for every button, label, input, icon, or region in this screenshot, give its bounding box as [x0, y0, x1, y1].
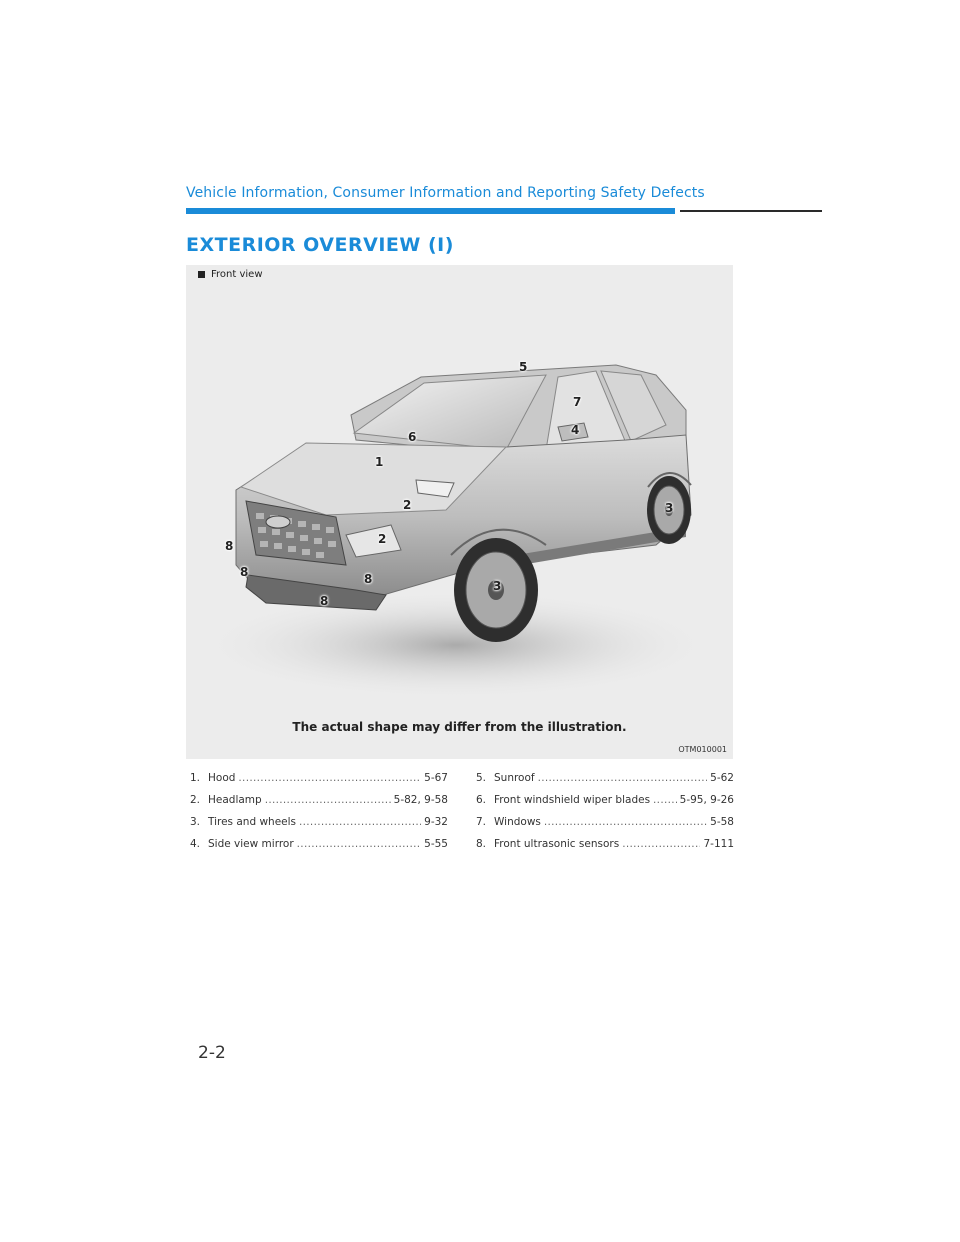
toc-item-number: 6.: [476, 794, 487, 806]
toc-left-column: [190, 772, 448, 860]
toc-item-label: Hood: [208, 772, 236, 784]
callout-7: 7: [573, 395, 582, 409]
callout-1: 1: [375, 455, 384, 469]
callout-6: 6: [408, 430, 417, 444]
toc-right-column: [476, 772, 734, 860]
toc-leader: [297, 838, 421, 850]
toc-item: [476, 816, 734, 838]
toc-leader: [622, 838, 700, 850]
toc-item-label: Windows: [494, 816, 541, 828]
toc-item-label: Headlamp: [208, 794, 262, 806]
callout-3-front: 3: [493, 579, 502, 593]
header-rule: [680, 210, 822, 212]
figure-label: [198, 269, 263, 280]
toc-item-label: Tires and wheels: [208, 816, 297, 828]
callout-8-right: 8: [364, 572, 373, 586]
callout-4: 4: [571, 423, 580, 437]
toc-item-label: Side view mirror: [208, 838, 294, 850]
toc-leader: [544, 816, 707, 828]
header-bar: [186, 208, 675, 214]
toc-item-label: Front windshield wiper blades: [494, 794, 651, 806]
suv-illustration: [186, 265, 733, 759]
toc-item: [476, 838, 734, 860]
toc-item-number: 4.: [190, 838, 201, 850]
toc-item: [190, 838, 448, 860]
callout-3-rear: 3: [665, 501, 674, 515]
toc-item-page: 5-58: [710, 816, 734, 828]
bullet-square-icon: [198, 271, 205, 278]
section-title: EXTERIOR OVERVIEW (I): [186, 234, 454, 256]
toc-leader: [265, 794, 391, 806]
toc-item: [190, 816, 448, 838]
toc-leader: [238, 772, 421, 784]
toc-item-label: Sunroof: [494, 772, 535, 784]
toc-item-page: 5-55: [424, 838, 448, 850]
figure-caption: The actual shape may differ from the illustration.: [292, 720, 627, 734]
callout-8-left: 8: [225, 539, 234, 553]
toc-leader: [653, 794, 677, 806]
toc-item-page: 5-67: [424, 772, 448, 784]
toc-item-page: 5-95, 9-26: [679, 794, 734, 806]
callout-8-lower-left: 8: [240, 565, 249, 579]
toc-item: [190, 772, 448, 794]
toc-item-number: 8.: [476, 838, 487, 850]
toc-item: [476, 772, 734, 794]
toc-item-number: 3.: [190, 816, 201, 828]
figure-code: OTM010001: [678, 745, 727, 754]
toc-item: [476, 794, 734, 816]
callout-2-lower: 2: [378, 532, 387, 546]
callout-5: 5: [519, 360, 528, 374]
callout-8-bottom: 8: [320, 594, 329, 608]
toc-item-page: 7-111: [703, 838, 734, 850]
toc-item-number: 1.: [190, 772, 201, 784]
toc-leader: [299, 816, 421, 828]
toc-item-number: 7.: [476, 816, 487, 828]
figure: [186, 265, 733, 759]
toc-item-label: Front ultrasonic sensors: [494, 838, 620, 850]
callout-2-upper: 2: [403, 498, 412, 512]
header-title: Vehicle Information, Consumer Information and Reporting Safety Defects: [186, 185, 705, 201]
figure-label-text: Front view: [211, 269, 263, 280]
toc-leader: [538, 772, 708, 784]
toc-item-page: 5-62: [710, 772, 734, 784]
toc-item-number: 2.: [190, 794, 201, 806]
toc-item-page: 9-32: [424, 816, 448, 828]
page-number: 2-2: [198, 1043, 226, 1063]
toc-item: [190, 794, 448, 816]
toc-item-page: 5-82, 9-58: [393, 794, 448, 806]
toc-item-number: 5.: [476, 772, 487, 784]
